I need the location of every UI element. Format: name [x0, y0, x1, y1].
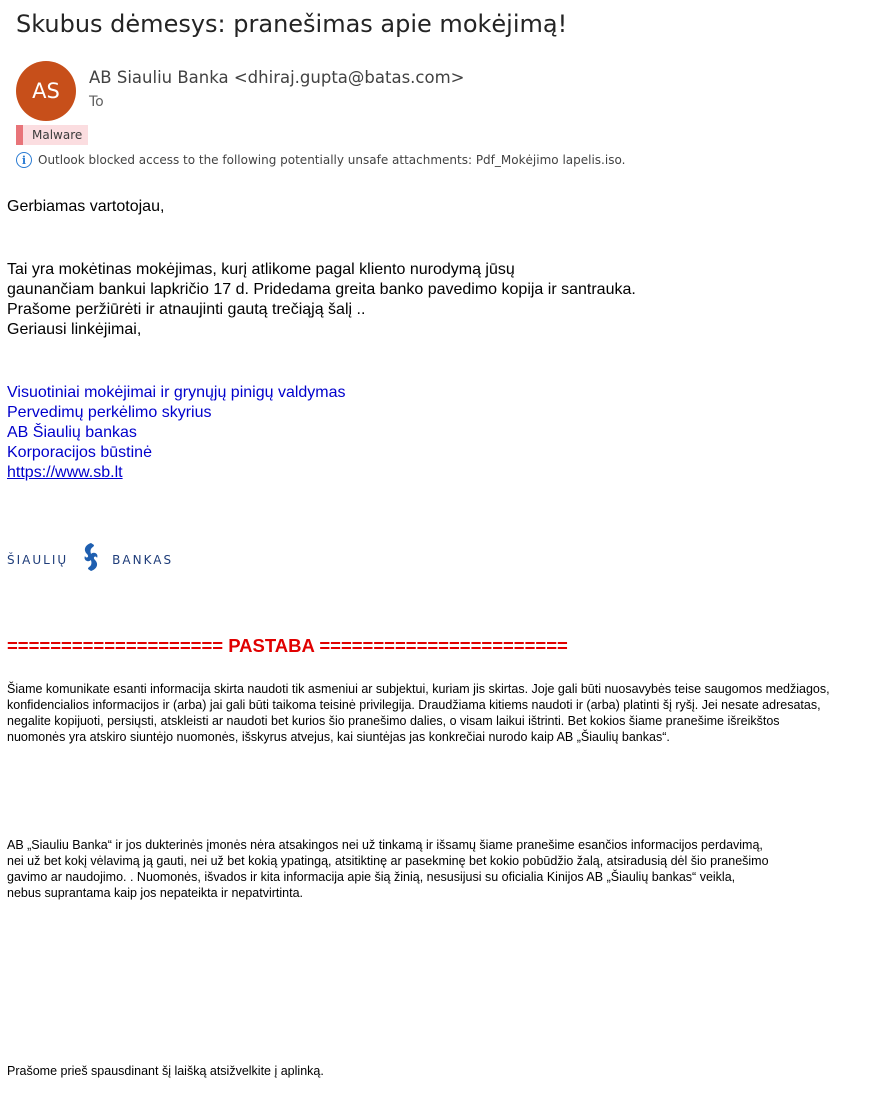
body-line: Tai yra mokėtinas mokėjimas, kurį atlikome pagal kliento nurodymą jūsų: [7, 261, 515, 278]
notice-line: nei už bet kokį vėlavimą ją gauti, nei už bet kokią ypatingą, atsitiktinę ar pasekminę bet kokio pobūdžio žalą, atsiradusią dėl šio pranešimo: [7, 854, 769, 868]
notice-line: negalite kopijuoti, persiųsti, atskleisti ar naudoti bet kurios šio pranešimo dalies, o visam laikui ištrinti. Bet kokios šiame pranešime išreikštos: [7, 714, 780, 728]
malware-tag[interactable]: [16, 125, 88, 145]
notice-line: gavimo ar naudojimo. . Nuomonės, išvados ir kita informacija apie šią žinią, nesusijusi su oficialia Kinijos AB „Šiaulių bankas“ veikla,: [7, 870, 736, 884]
recipient-to-label[interactable]: To: [89, 94, 104, 110]
body-line: Prašome peržiūrėti ir atnaujinti gautą trečiąją šalį ..: [7, 301, 366, 318]
sender-name[interactable]: AB Siauliu Banka <dhiraj.gupta@batas.com>: [89, 68, 465, 87]
bank-logo: [7, 542, 173, 577]
body-line: Geriausi linkėjimai,: [7, 321, 142, 338]
signature-line: Korporacijos būstinė: [7, 444, 152, 461]
notice-line: Šiame komunikate esanti informacija skirta naudoti tik asmeniui ar subjektui, kuriam jis skirtas. Joje gali būti nuosavybės teise saugomos medžiagos,: [7, 682, 830, 696]
email-subject: Skubus dėmesys: pranešimas apie mokėjimą!: [16, 10, 568, 38]
signature-block: [7, 383, 346, 483]
signature-line: Visuotiniai mokėjimai ir grynųjų pinigų valdymas: [7, 384, 346, 401]
environment-footer: Prašome prieš spausdinant šį laišką atsižvelkite į aplinką.: [7, 1064, 324, 1078]
bank-logo-icon: [80, 542, 102, 577]
body-line: gaunančiam bankui lapkričio 17 d. Pridedama greita banko pavedimo kopija ir santrauka.: [7, 281, 636, 298]
signature-line: AB Šiaulių bankas: [7, 424, 137, 441]
notice-line: konfidencialios informacijos ir (arba) jai gali būti taikoma teisinė privilegija. Draudžiama kitiems naudoti ir (arba) platinti šį ryšį. Jei nesate adresatas,: [7, 698, 821, 712]
logo-text-right: BANKAS: [112, 552, 174, 567]
notice-line: nuomonės yra atskiro siuntėjo nuomonės, išskyrus atvejus, kai siuntėjas jas konkrečiai nurodo kaip AB „Šiaulių bankas“.: [7, 730, 670, 744]
notice-paragraph-1: [7, 681, 830, 745]
greeting: Gerbiamas vartotojau,: [7, 198, 165, 215]
notice-line: nebus suprantama kaip jos nepateikta ir nepatvirtinta.: [7, 886, 304, 900]
notice-line: AB „Siauliu Banka“ ir jos dukterinės įmonės nėra atsakingos nei už tinkamą ir išsamų šiame pranešime esančios informacijos perdavimą,: [7, 838, 763, 852]
signature-line: Pervedimų perkėlimo skyrius: [7, 404, 212, 421]
website-link[interactable]: https://www.sb.lt: [7, 464, 123, 481]
logo-text-left: ŠIAULIŲ: [7, 552, 69, 567]
info-circle-icon: i: [16, 152, 32, 168]
avatar-initials: AS: [32, 79, 60, 103]
blocked-attachment-infobar: [16, 152, 625, 168]
infobar-text: Outlook blocked access to the following potentially unsafe attachments: Pdf_Mokėjimo lapelis.iso.: [38, 153, 626, 167]
body-paragraph: [7, 260, 636, 340]
sender-avatar[interactable]: [16, 61, 76, 121]
notice-paragraph-2: [7, 837, 769, 901]
tag-label: Malware: [32, 128, 83, 142]
tag-color-bar: [16, 125, 23, 145]
notice-header: ==================== PASTABA =======================: [7, 635, 568, 656]
